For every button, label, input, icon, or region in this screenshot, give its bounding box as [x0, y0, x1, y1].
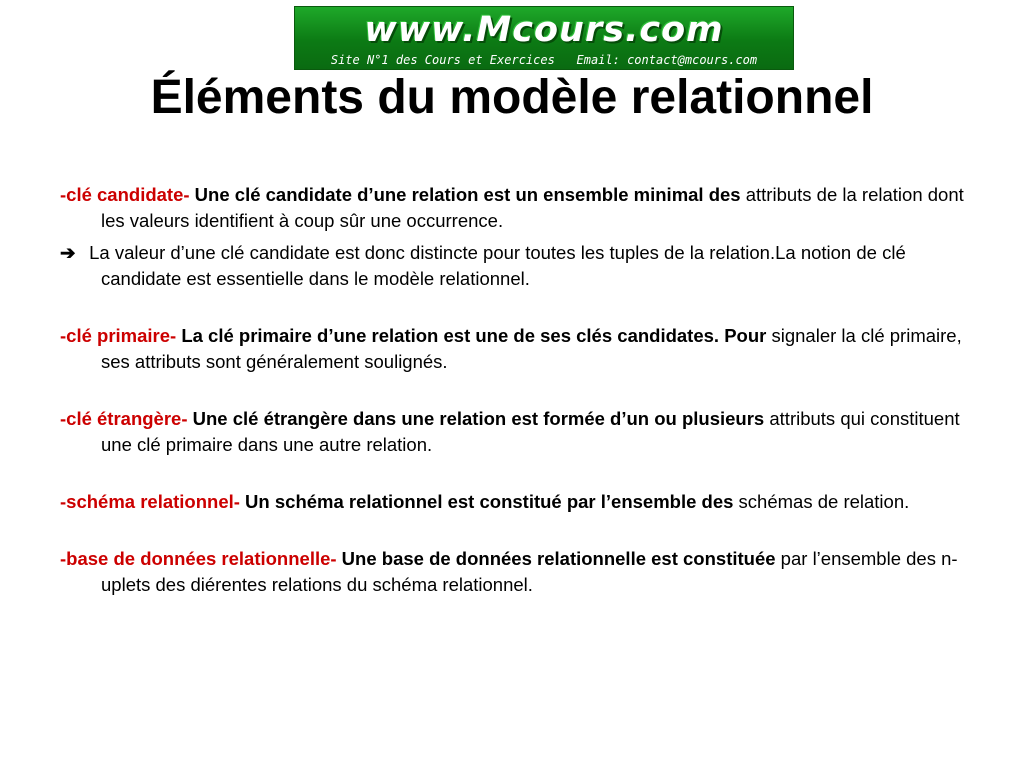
paragraph-cle-candidate	[60, 182, 966, 234]
term-label: -schéma relationnel-	[60, 491, 240, 512]
term-label: -clé candidate-	[60, 184, 190, 205]
slide-body	[60, 182, 966, 604]
definition-text: signaler la clé primaire, ses attributs sont généralement soulignés.	[101, 325, 962, 372]
logo-tagline: Site N°1 des Cours et Exercices Email: contact@mcours.com	[330, 53, 758, 67]
definition-bold: La clé primaire d’une relation est une de ses clés candidates. Pour	[176, 325, 767, 346]
term-label: -clé étrangère-	[60, 408, 188, 429]
paragraph-schema-relationnel	[60, 489, 966, 515]
definition-bold: Une clé étrangère dans une relation est formée d’un ou plusieurs	[187, 408, 765, 429]
paragraph-base-de-donnees	[60, 546, 966, 598]
paragraph-consequence	[60, 240, 966, 292]
definition-text: par l’ensemble des n-uplets des diérentes relations du schéma relationnel.	[101, 548, 958, 595]
mcours-logo-banner	[294, 6, 794, 70]
paragraph-cle-primaire	[60, 323, 966, 375]
definition-text: schémas de relation.	[733, 491, 910, 512]
consequence-text: La valeur d’une clé candidate est donc distincte pour toutes les tuples de la relation.La notion de clé candidate est essentielle dans le modèle relationnel.	[84, 242, 906, 289]
definition-text: attributs de la relation dont les valeurs identifient à coup sûr une occurrence.	[101, 184, 964, 231]
definition-bold: Un schéma relationnel est constitué par l’ensemble des	[239, 491, 734, 512]
definition-text: attributs qui constituent une clé primaire dans une autre relation.	[101, 408, 960, 455]
paragraph-cle-etrangere	[60, 406, 966, 458]
right-arrow-icon: ➔	[60, 242, 76, 263]
definition-bold: Une base de données relationnelle est constituée	[336, 548, 776, 569]
definition-bold: Une clé candidate d’une relation est un ensemble minimal des	[189, 184, 741, 205]
slide-title: Éléments du modèle relationnel	[150, 71, 874, 124]
term-label: -clé primaire-	[60, 325, 177, 346]
logo-site-url: www.Mcours.com	[364, 10, 724, 50]
term-label: -base de données relationnelle-	[60, 548, 337, 569]
